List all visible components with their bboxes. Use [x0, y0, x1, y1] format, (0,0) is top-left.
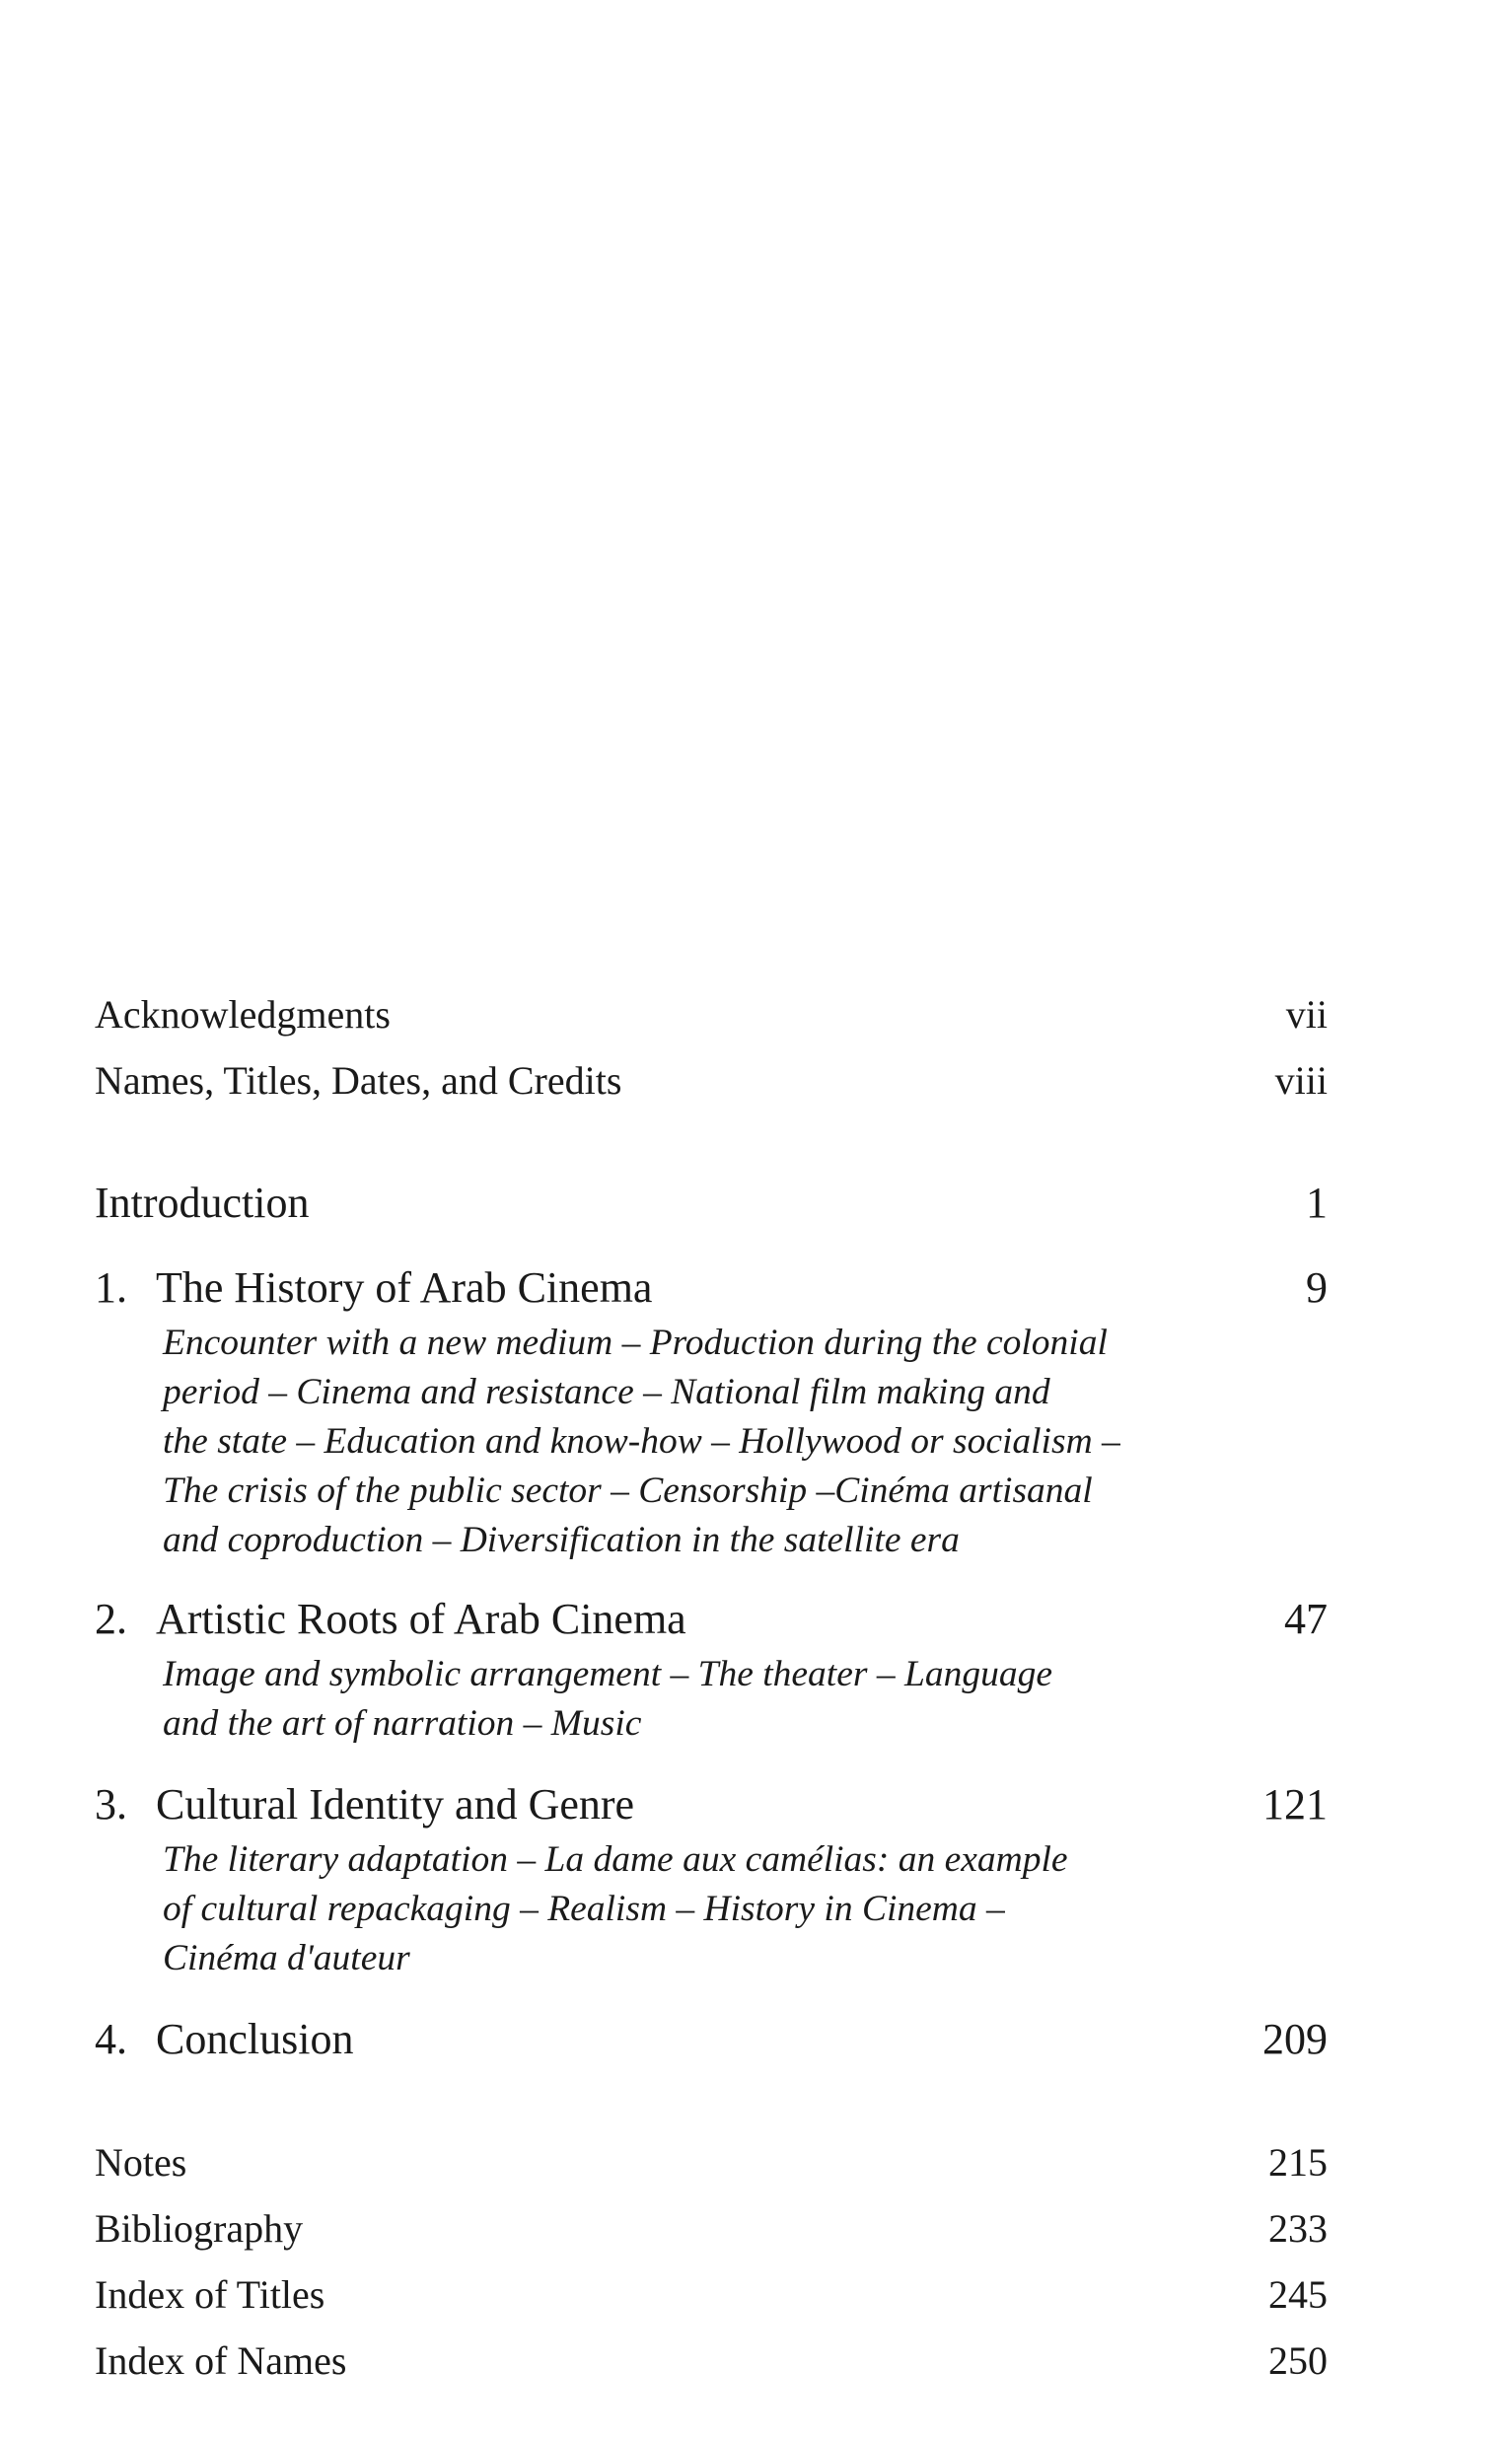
summary-line: The literary adaptation – La dame aux camélias: an example [163, 1839, 1068, 1880]
entry-title: Index of Names [95, 2338, 347, 2383]
chapter-title: Artistic Roots of Arab Cinema [156, 1595, 686, 1643]
entry-title: Introduction [95, 1179, 310, 1227]
front-matter [95, 981, 1328, 1113]
chapter-number: 1. [95, 1263, 127, 1312]
entry-page: 209 [1262, 2015, 1328, 2063]
entry-page: 233 [1268, 2206, 1328, 2251]
toc-chapter-2 [95, 1577, 1328, 1749]
summary-line: and coproduction – Diversification in the satellite era [163, 1520, 960, 1560]
entry-page: 250 [1268, 2338, 1328, 2383]
chapter-summary [163, 1319, 1277, 1565]
summary-line: The crisis of the public sector – Censorship –Cinéma artisanal [163, 1471, 1093, 1511]
summary-line: period – Cinema and resistance – National film making and [163, 1372, 1050, 1412]
toc-entry-index-of-titles [95, 2261, 1328, 2328]
summary-line: Image and symbolic arrangement – The theater – Language [163, 1654, 1052, 1694]
chapter-number: 4. [95, 2015, 127, 2063]
toc-entry-notes [95, 2129, 1328, 2195]
toc-chapter-3 [95, 1762, 1328, 1983]
entry-title: Notes [95, 2140, 187, 2185]
entry-title: Index of Titles [95, 2272, 325, 2317]
entry-title: Bibliography [95, 2206, 304, 2251]
summary-line: and the art of narration – Music [163, 1703, 642, 1744]
toc-entry-acknowledgments [95, 981, 1328, 1047]
table-of-contents [95, 981, 1328, 2394]
entry-page: 121 [1262, 1780, 1328, 1829]
back-matter [95, 2129, 1328, 2394]
entry-page: 215 [1268, 2140, 1328, 2185]
entry-page: 1 [1306, 1179, 1328, 1227]
toc-entry-names-titles [95, 1047, 1328, 1113]
entry-title: Names, Titles, Dates, and Credits [95, 1058, 622, 1103]
chapter-summary [163, 1835, 1277, 1983]
toc-entry-index-of-names [95, 2328, 1328, 2394]
entry-page: 47 [1284, 1595, 1328, 1643]
summary-line: the state – Education and know-how – Hollywood or socialism – [163, 1421, 1120, 1462]
chapter-title: Conclusion [156, 2015, 354, 2063]
toc-entry-bibliography [95, 2195, 1328, 2261]
toc-chapter-4 [95, 1997, 1328, 2082]
chapter-title: Cultural Identity and Genre [156, 1780, 635, 1829]
summary-line: Cinéma d'auteur [163, 1938, 410, 1978]
summary-line: of cultural repackaging – Realism – History in Cinema – [163, 1889, 1005, 1929]
entry-page: vii [1285, 992, 1328, 1037]
summary-line: Encounter with a new medium – Production during the colonial [163, 1323, 1108, 1363]
toc-chapter-1 [95, 1246, 1328, 1565]
chapter-number: 2. [95, 1595, 127, 1643]
entry-page: 245 [1268, 2272, 1328, 2317]
toc-entry-introduction [95, 1161, 1328, 1246]
chapter-number: 3. [95, 1780, 127, 1829]
entry-page: 9 [1306, 1263, 1328, 1312]
entry-title: Acknowledgments [95, 992, 391, 1037]
entry-page: viii [1274, 1058, 1328, 1103]
chapter-title: The History of Arab Cinema [156, 1263, 653, 1312]
chapter-summary [163, 1650, 1277, 1749]
